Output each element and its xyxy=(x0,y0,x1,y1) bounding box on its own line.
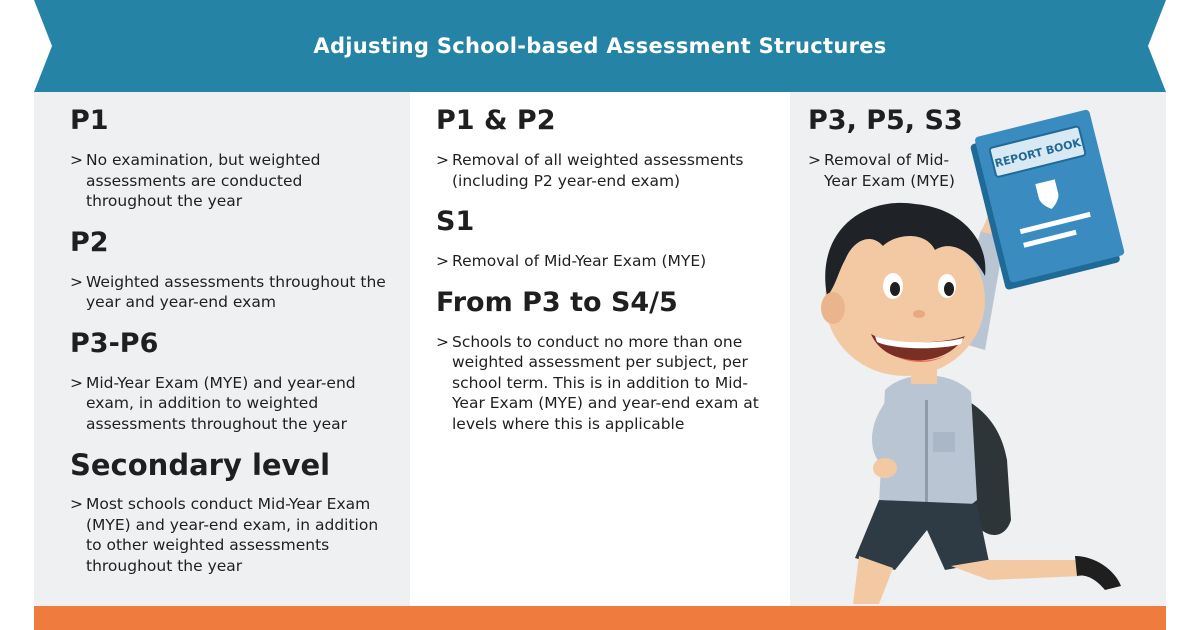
student-illustration xyxy=(775,100,1165,606)
section-heading: P1 & P2 xyxy=(436,105,556,136)
caret-icon: > xyxy=(436,252,449,270)
report-book-label: REPORT BOOK xyxy=(993,136,1083,171)
title-banner xyxy=(0,0,1200,92)
bullet-item xyxy=(70,150,392,212)
section-heading: From P3 to S4/5 xyxy=(436,286,678,318)
section-p3-to-s4-5 xyxy=(436,286,772,435)
shoe-right xyxy=(1075,556,1121,590)
caret-icon: > xyxy=(436,332,449,351)
caret-icon: > xyxy=(70,151,83,169)
bullet-item xyxy=(70,494,392,576)
bullet-item xyxy=(436,150,772,191)
caret-icon: > xyxy=(70,495,83,513)
section-p3-p6 xyxy=(70,327,392,435)
section-s1 xyxy=(436,205,772,272)
section-heading: P1 xyxy=(70,105,109,136)
bullet-text: Removal of Mid-Year Exam (MYE) xyxy=(452,252,707,270)
bullet-text: Schools to conduct no more than one weighted assessment per subject, per school term. This is in addition to Mid-Year Exam (MYE) and year-end exam at levels where this is applicable xyxy=(452,332,759,433)
bullet-text: No examination, but weighted assessments are conducted throughout the year xyxy=(86,151,321,210)
banner-title: Adjusting School-based Assessment Structures xyxy=(313,34,887,58)
bottom-accent-bar xyxy=(34,606,1166,630)
section-heading: P3, P5, S3 xyxy=(808,105,963,136)
bullet-text: Removal of all weighted assessments (including P2 year-end exam) xyxy=(452,151,744,190)
bullet-text: Removal of Mid-Year Exam (MYE) xyxy=(824,151,955,190)
shorts xyxy=(855,500,989,570)
section-p1 xyxy=(70,104,392,212)
section-secondary-level xyxy=(70,448,392,576)
bullet-item xyxy=(436,332,772,435)
section-heading: P3-P6 xyxy=(70,327,159,359)
column-current-primary-secondary xyxy=(34,92,410,606)
caret-icon: > xyxy=(70,272,83,291)
section-heading: P2 xyxy=(70,226,109,258)
bullet-text: Mid-Year Exam (MYE) and year-end exam, in addition to weighted assessments throughout the year xyxy=(86,373,356,433)
bullet-item xyxy=(70,272,392,313)
bullet-text: Most schools conduct Mid-Year Exam (MYE) and year-end exam, in addition to other weighted assessments throughout the year xyxy=(86,495,379,575)
section-heading: S1 xyxy=(436,206,475,237)
leg-right xyxy=(951,560,1081,580)
section-p1-p2 xyxy=(436,104,772,191)
column-changes xyxy=(410,92,790,606)
bullet-text: Weighted assessments throughout the year and year-end exam xyxy=(86,272,386,311)
section-heading: Secondary level xyxy=(70,448,331,482)
section-p2 xyxy=(70,226,392,313)
caret-icon: > xyxy=(436,151,449,169)
bullet-item xyxy=(436,251,772,272)
caret-icon: > xyxy=(70,373,83,392)
caret-icon: > xyxy=(808,151,821,169)
bullet-item xyxy=(70,373,392,435)
